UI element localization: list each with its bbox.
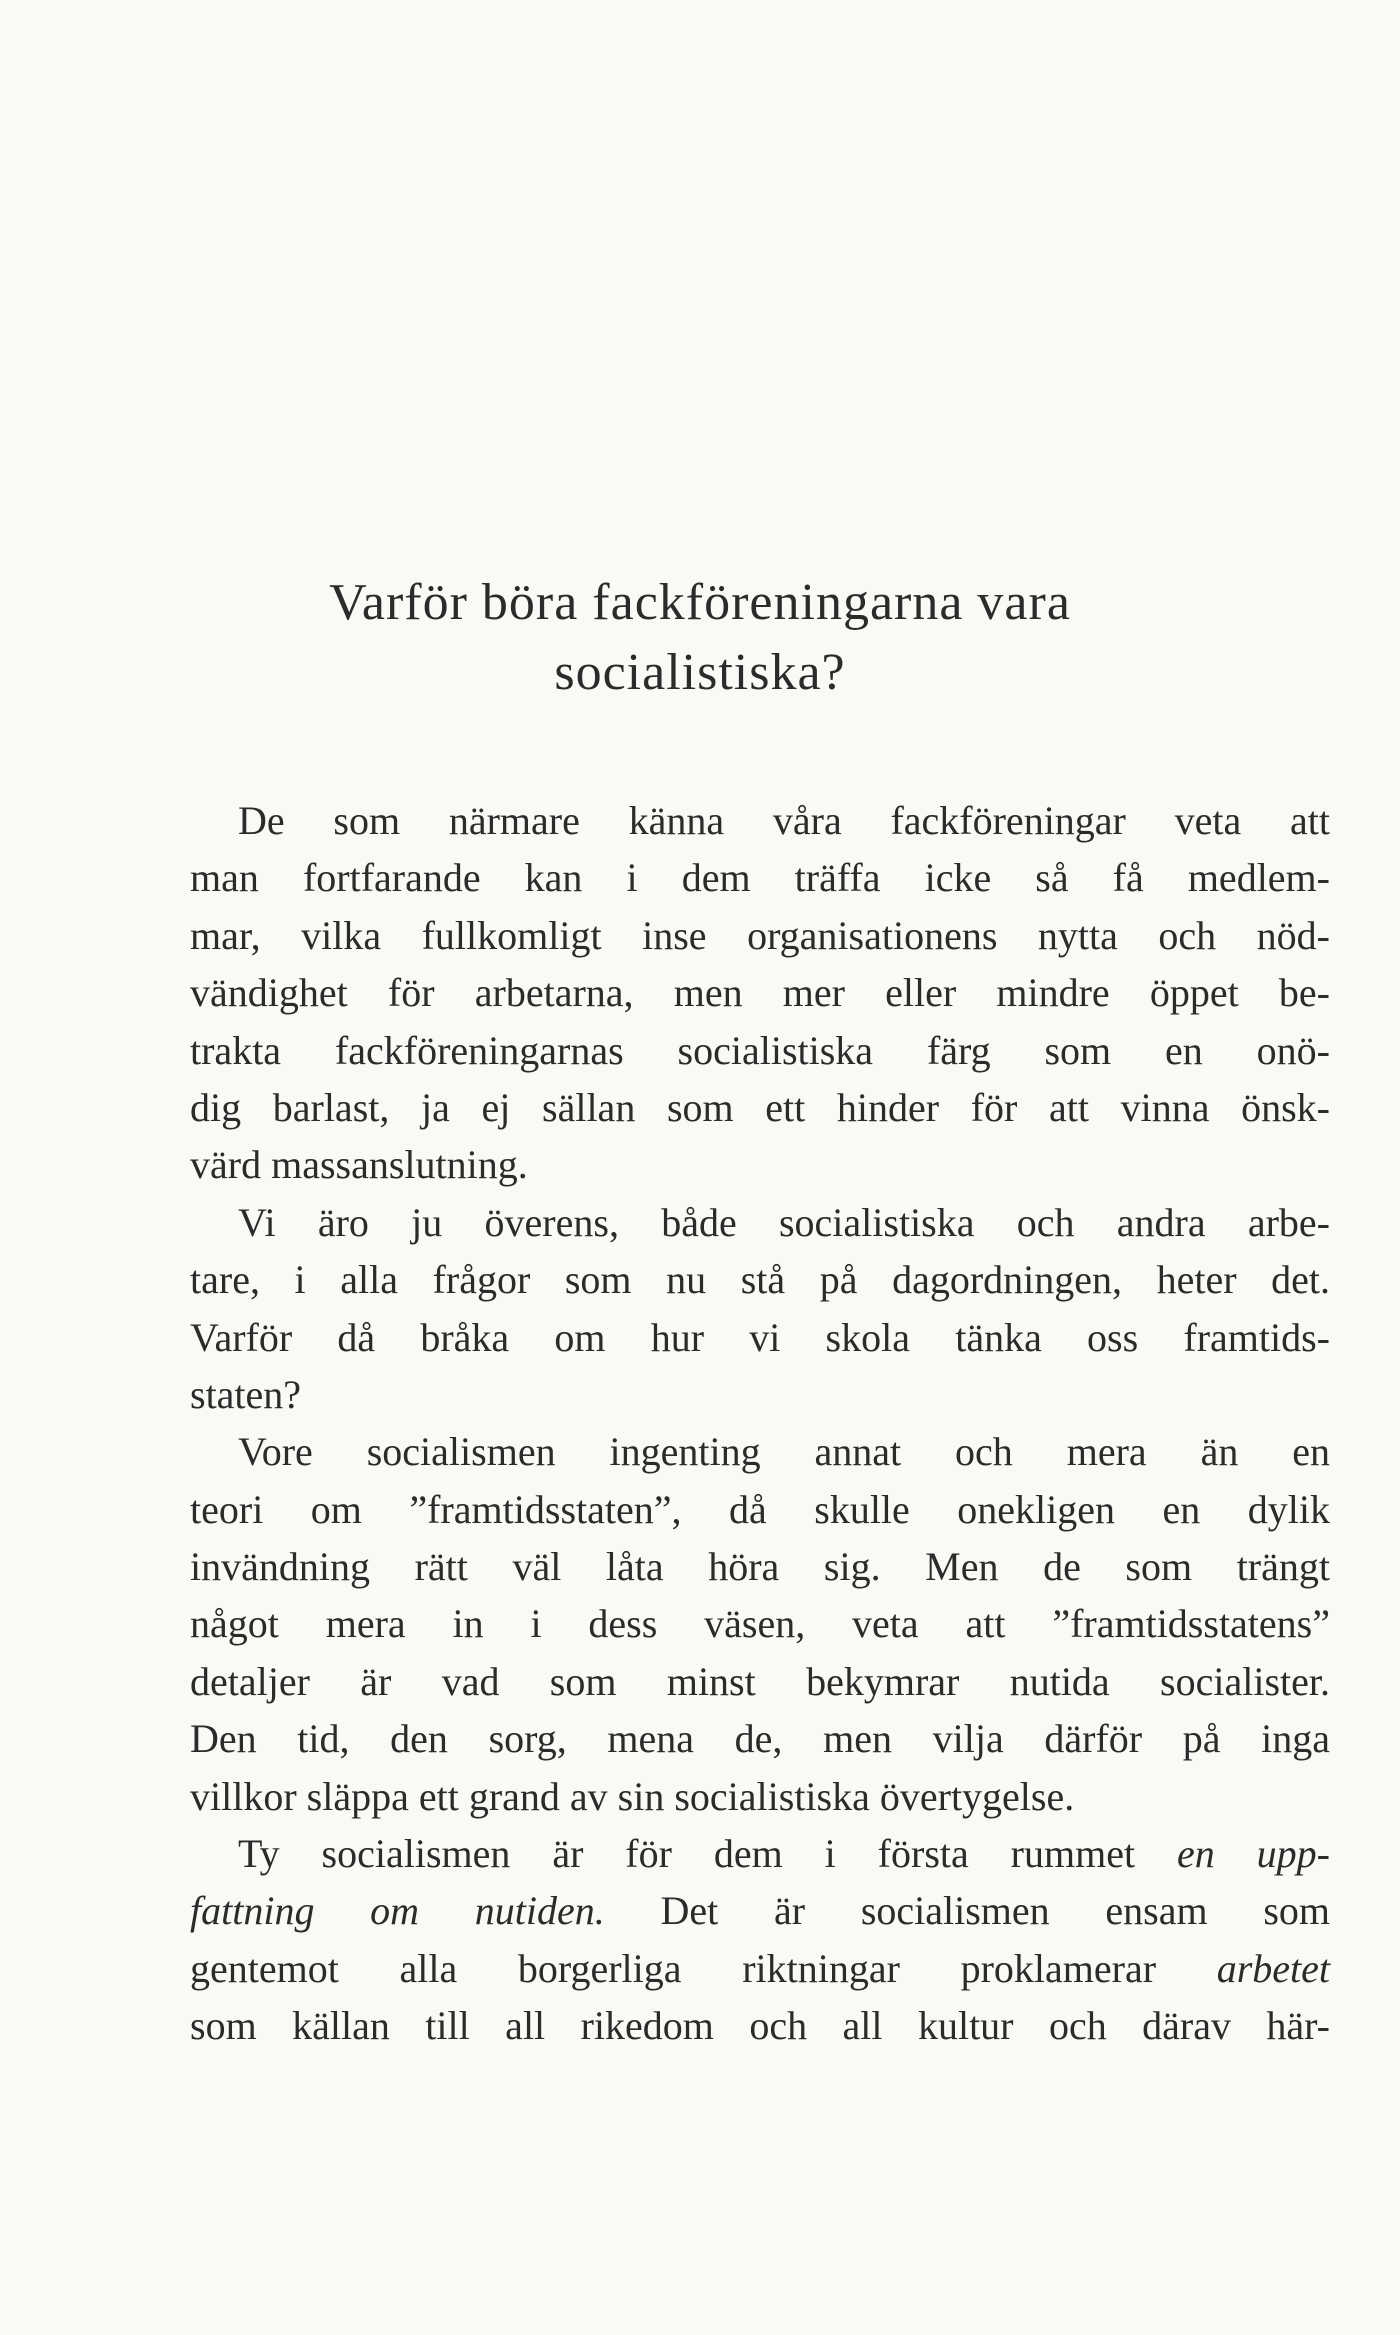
chapter-title-line-2: socialistiska? [554, 644, 846, 701]
text-line [190, 1825, 1330, 1882]
text-line: Varför då bråka om hur vi skola tänka oss framtids- [190, 1314, 1330, 1360]
text-run: Ty socialismen är för dem i första rummet [238, 1831, 1178, 1877]
paragraph-3 [190, 1423, 1330, 1825]
text-run: Det är socialismen ensam som [604, 1888, 1331, 1934]
text-line: mar, vilka fullkomligt inse organisationens nytta och nöd- [190, 912, 1330, 958]
paragraph-2 [190, 1194, 1330, 1424]
text-line: värd massanslutning. [190, 1142, 528, 1188]
text-line: De som närmare känna våra fackföreningar veta att [238, 798, 1330, 843]
chapter-title-line-1: Varför böra fackföreningarna vara [329, 574, 1071, 631]
text-line: invändning rätt väl låta höra sig. Men de som trängt [190, 1544, 1330, 1590]
text-line: villkor släppa ett grand av sin socialistiska övertygelse. [190, 1773, 1075, 1819]
emphasis-text: en upp- [1177, 1831, 1331, 1877]
text-run: gentemot alla borgerliga riktningar proklamerar [190, 1945, 1217, 1991]
text-line: teori om ”framtidsstaten”, då skulle onekligen en dylik [190, 1486, 1330, 1532]
text-line: dig barlast, ja ej sällan som ett hinder för att vinna önsk- [190, 1084, 1330, 1130]
text-line: tare, i alla frågor som nu stå på dagordningen, heter det. [190, 1257, 1330, 1303]
body-text [190, 792, 1330, 2055]
paragraph-1 [190, 792, 1330, 1194]
text-line: något mera in i dess väsen, veta att ”framtidsstatens” [190, 1601, 1330, 1647]
text-line: staten? [190, 1371, 302, 1417]
text-line: trakta fackföreningarnas socialistiska färg som en onö- [190, 1027, 1330, 1073]
text-line: man fortfarande kan i dem träffa icke så få medlem- [190, 855, 1330, 901]
text-line [190, 1882, 1330, 1939]
text-line: Den tid, den sorg, mena de, men vilja därför på inga [190, 1716, 1330, 1762]
emphasis-text: arbetet [1216, 1945, 1330, 1991]
text-line: Vi äro ju överens, både socialistiska och andra arbe- [238, 1199, 1330, 1245]
emphasis-text: fattning om nutiden. [190, 1888, 605, 1934]
text-line: Vore socialismen ingenting annat och mera än en [238, 1429, 1330, 1475]
chapter-title [190, 568, 1210, 708]
text-line: detaljer är vad som minst bekymrar nutida socialister. [190, 1658, 1330, 1704]
paragraph-4 [190, 1825, 1330, 2055]
text-line: vändighet för arbetarna, men mer eller mindre öppet be- [190, 970, 1330, 1016]
text-line [190, 1940, 1330, 1997]
text-line: som källan till all rikedom och all kultur och därav här- [190, 2003, 1330, 2049]
